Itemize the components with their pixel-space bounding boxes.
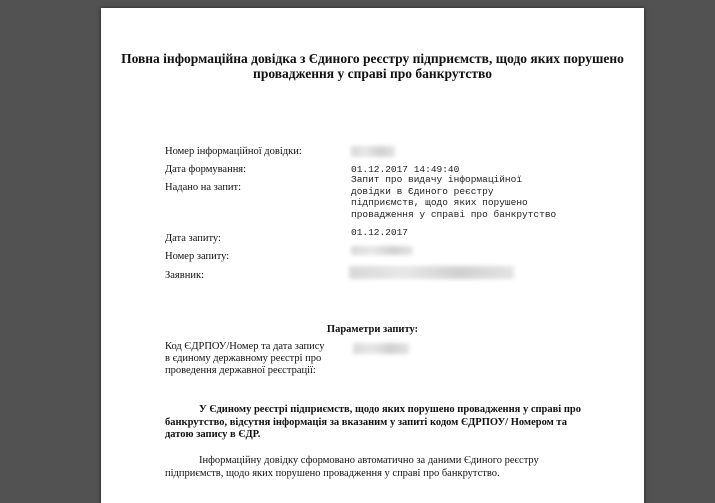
generation-note: Інформаційну довідку сформовано автоматично за даними Єдиного реєстру підприємств, щодо яких порушено провадження у справі про банкрутство. — [165, 455, 539, 479]
redacted-certificate-number — [351, 146, 395, 157]
issued-for-label: Надано на запит: — [165, 182, 242, 193]
creation-date-label: Дата формування: — [165, 164, 247, 175]
document-page — [101, 8, 644, 503]
redacted-edrpou-code — [353, 343, 409, 354]
no-records-notice: У Єдиному реєстрі підприємств, щодо яких порушено провадження у справі про банкрутство, відсутня інформація за вказаним у запиті кодом ЄДРПОУ/ Номером та датою запису в ЄДР. — [165, 404, 581, 440]
creation-date-value: 01.12.2017 14:49:40 — [351, 164, 460, 175]
redacted-applicant — [349, 266, 514, 279]
request-number-label: Номер запиту: — [165, 251, 230, 262]
issued-for-value: Запит про видачу інформаційної довідки в Єдиного реєстру підприємств, щодо яких порушено провадження у справі про банкрутство — [351, 174, 557, 220]
document-title: Повна інформаційна довідка з Єдиного реєстру підприємств, щодо яких порушено провадження у справі про банкрутство — [121, 51, 624, 81]
request-date-value: 01.12.2017 — [351, 227, 409, 238]
edrpou-label: Код ЄДРПОУ/Номер та дата запису в єдиному державному реєстрі про проведення державної реєстрації: — [165, 341, 325, 376]
redacted-request-number — [351, 246, 413, 255]
parameters-heading: Параметри запиту: — [326, 324, 419, 335]
request-date-label: Дата запиту: — [165, 233, 221, 244]
applicant-label: Заявник: — [165, 270, 204, 281]
certificate-number-label: Номер інформаційної довідки: — [165, 146, 302, 157]
